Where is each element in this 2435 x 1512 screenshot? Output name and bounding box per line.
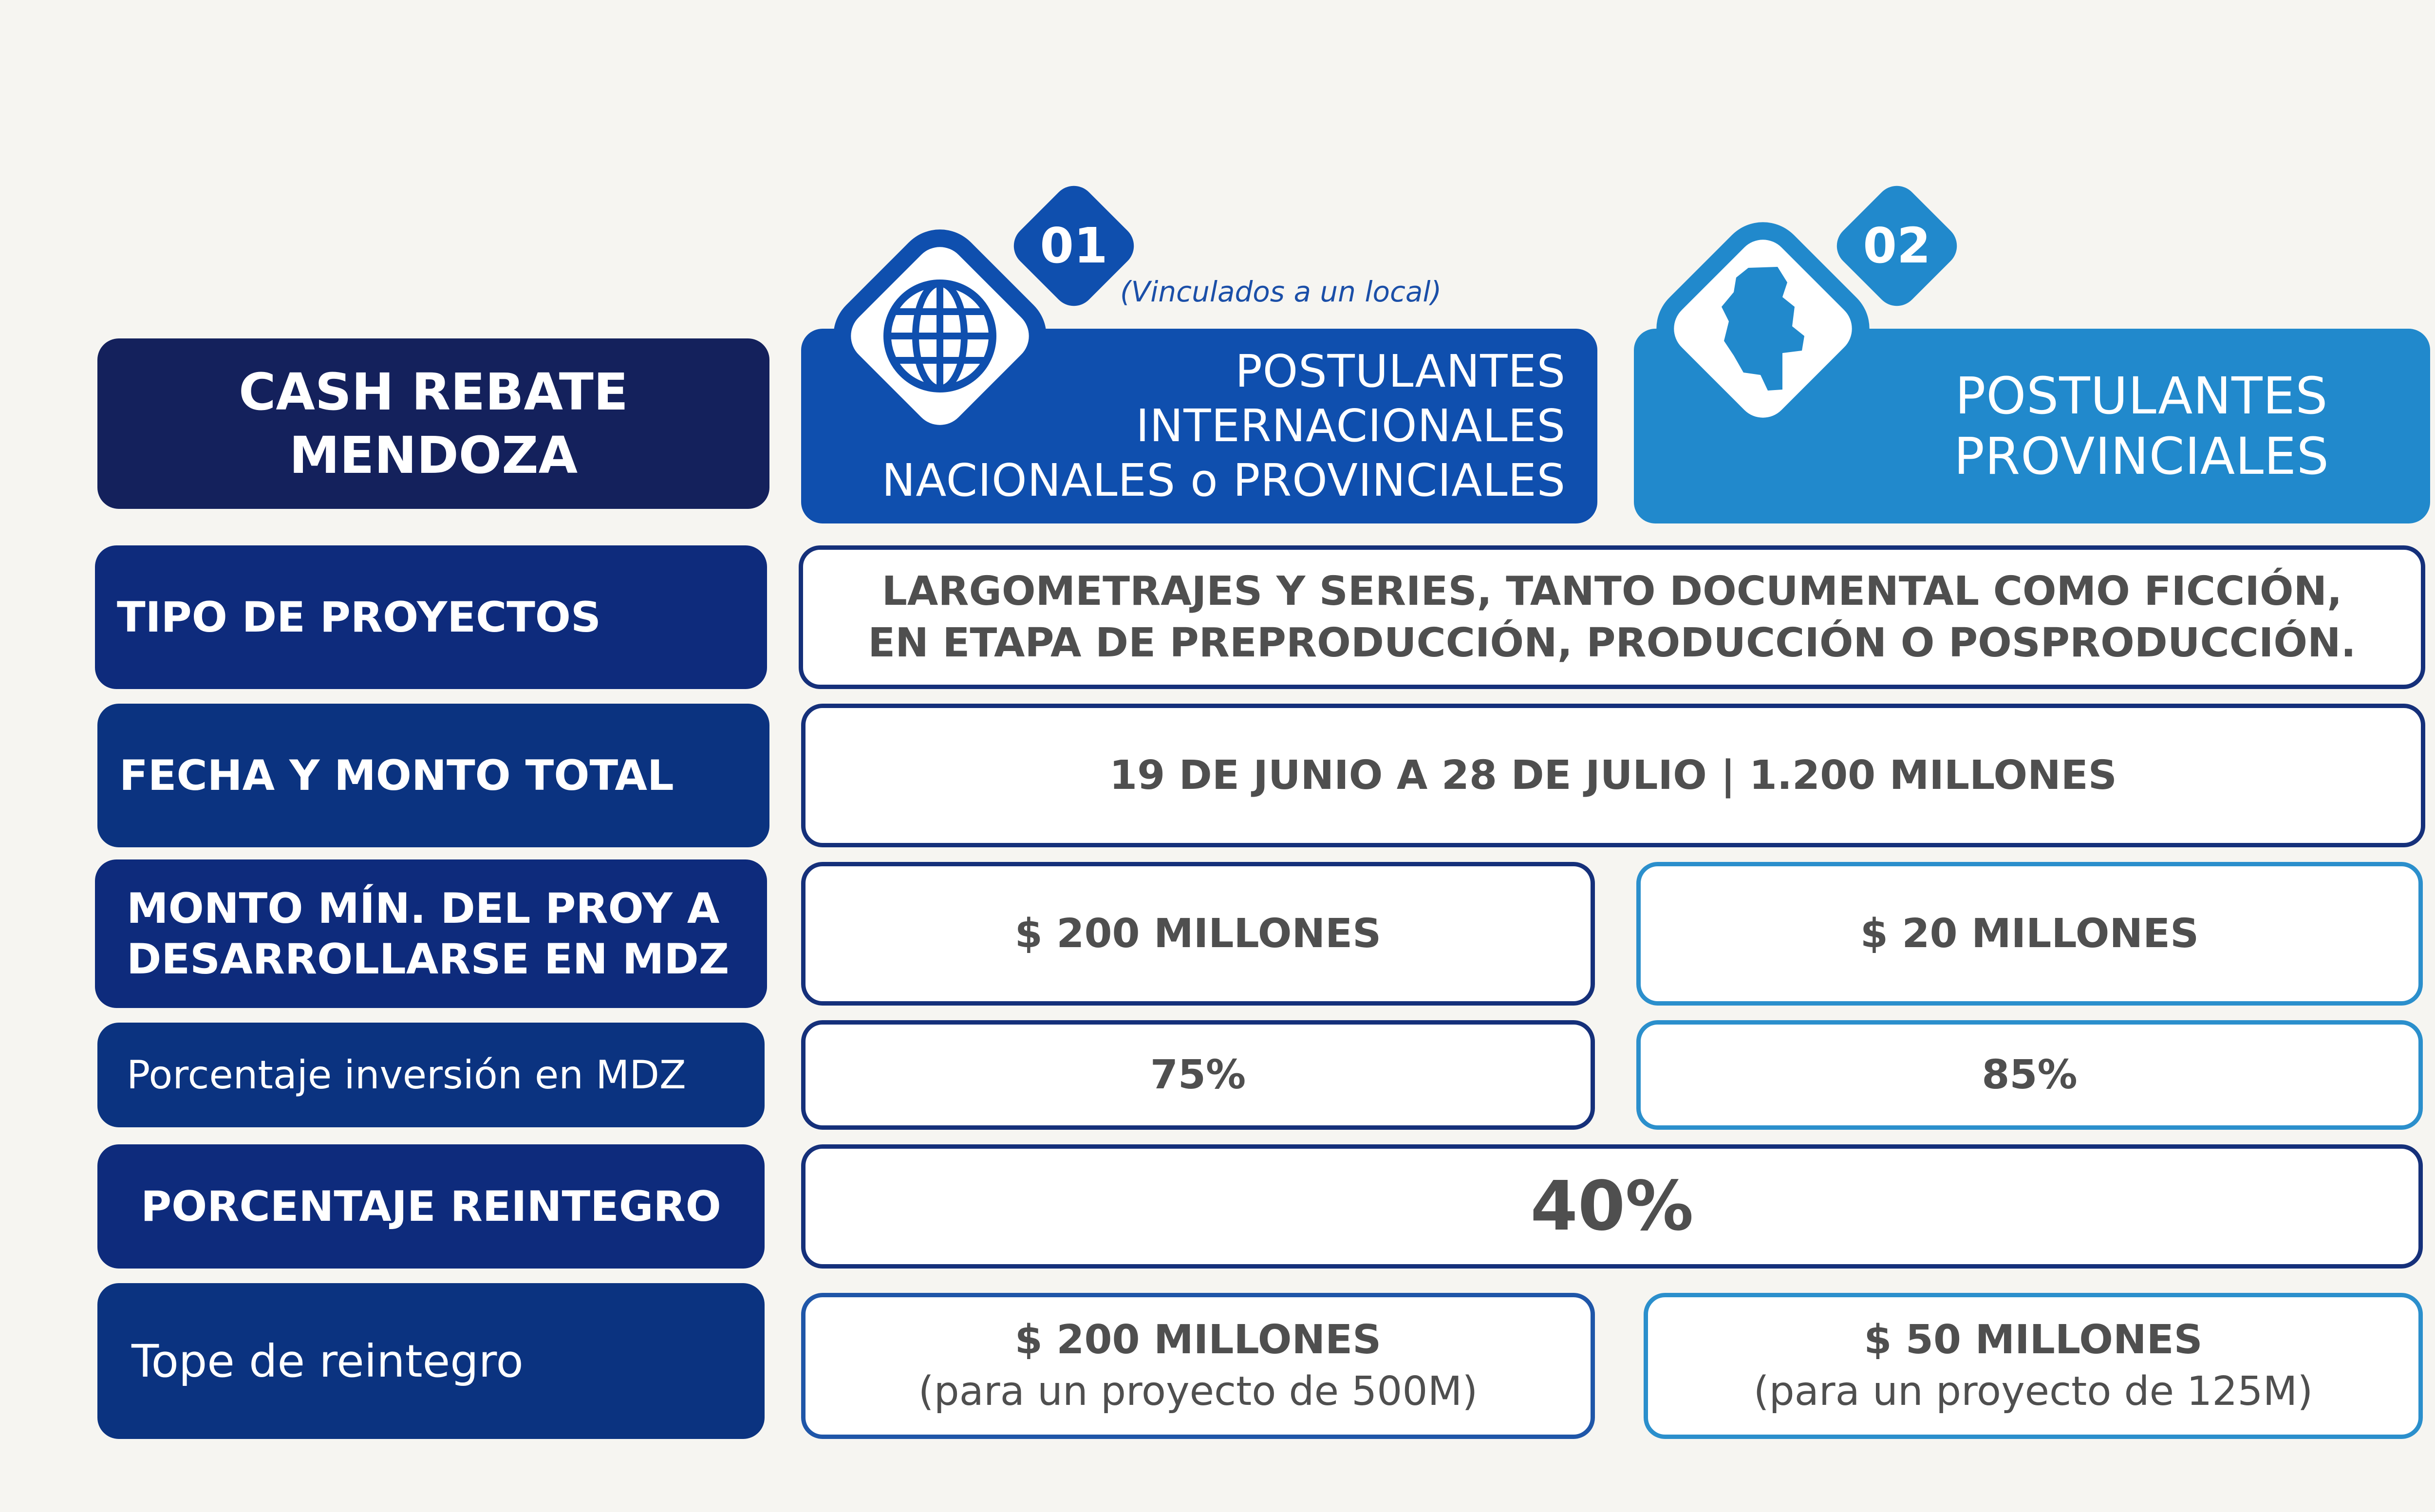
tope-col1	[801, 1293, 1595, 1439]
tipo-value	[799, 545, 2425, 689]
title-line1: CASH REBATE	[239, 362, 628, 422]
fecha-value	[801, 704, 2425, 847]
reintegro-label: PORCENTAJE REINTEGRO	[141, 1182, 721, 1231]
monto-min-col2-text: $ 20 MILLONES	[1860, 910, 2199, 957]
row-label-fecha	[97, 704, 769, 847]
row-label-tope	[97, 1283, 765, 1439]
tope-col2	[1644, 1293, 2423, 1439]
porcentaje-inversion-col1	[801, 1020, 1595, 1130]
reintegro-value	[801, 1144, 2423, 1269]
globe-icon	[881, 278, 998, 394]
column1-line3: NACIONALES o PROVINCIALES	[881, 454, 1566, 506]
column2-line1: POSTULANTES	[1955, 366, 2328, 426]
monto-min-label-line2: DESARROLLARSE EN MDZ	[127, 934, 730, 984]
title-line2: MENDOZA	[289, 426, 578, 485]
row-label-monto-min	[95, 859, 767, 1008]
column2-number: 02	[1863, 217, 1931, 274]
row-label-reintegro	[97, 1144, 765, 1269]
title-box	[97, 338, 769, 509]
tipo-line2: EN ETAPA DE PREPRODUCCIÓN, PRODUCCIÓN O POSPRODUCCIÓN.	[868, 619, 2356, 666]
mendoza-map-icon	[1714, 263, 1812, 394]
tope-col2-main: $ 50 MILLONES	[1864, 1317, 2203, 1363]
porcentaje-inversion-label: Porcentaje inversión en MDZ	[127, 1052, 686, 1098]
porcentaje-inversion-col1-text: 75%	[1150, 1051, 1246, 1098]
tope-col1-sub: (para un proyecto de 500M)	[918, 1368, 1478, 1415]
row-label-porcentaje-inversion	[97, 1023, 765, 1127]
row-label-tipo	[95, 545, 767, 689]
tope-label: Tope de reintegro	[131, 1335, 524, 1387]
monto-min-col1	[801, 862, 1595, 1006]
monto-min-col2	[1636, 862, 2423, 1006]
monto-min-label-line1: MONTO MÍN. DEL PROY A	[127, 884, 720, 933]
column2-line2: PROVINCIALES	[1954, 427, 2329, 486]
porcentaje-inversion-col2	[1636, 1020, 2423, 1130]
reintegro-text: 40%	[1530, 1166, 1694, 1246]
tipo-line1: LARGOMETRAJES Y SERIES, TANTO DOCUMENTAL COMO FICCIÓN,	[881, 568, 2342, 615]
tope-col1-main: $ 200 MILLONES	[1014, 1317, 1382, 1363]
column1-line1: POSTULANTES	[1235, 345, 1566, 397]
column1-number: 01	[1040, 217, 1108, 274]
tipo-label: TIPO DE PROYECTOS	[117, 593, 601, 642]
fecha-label: FECHA Y MONTO TOTAL	[119, 751, 674, 800]
column1-note: (Vinculados a un local)	[1120, 275, 1442, 308]
tope-col2-sub: (para un proyecto de 125M)	[1753, 1368, 2313, 1415]
porcentaje-inversion-col2-text: 85%	[1982, 1051, 2078, 1098]
fecha-text: 19 DE JUNIO A 28 DE JULIO | 1.200 MILLONES	[1109, 752, 2117, 799]
monto-min-col1-text: $ 200 MILLONES	[1014, 910, 1382, 957]
column1-line2: INTERNACIONALES	[1136, 400, 1566, 452]
